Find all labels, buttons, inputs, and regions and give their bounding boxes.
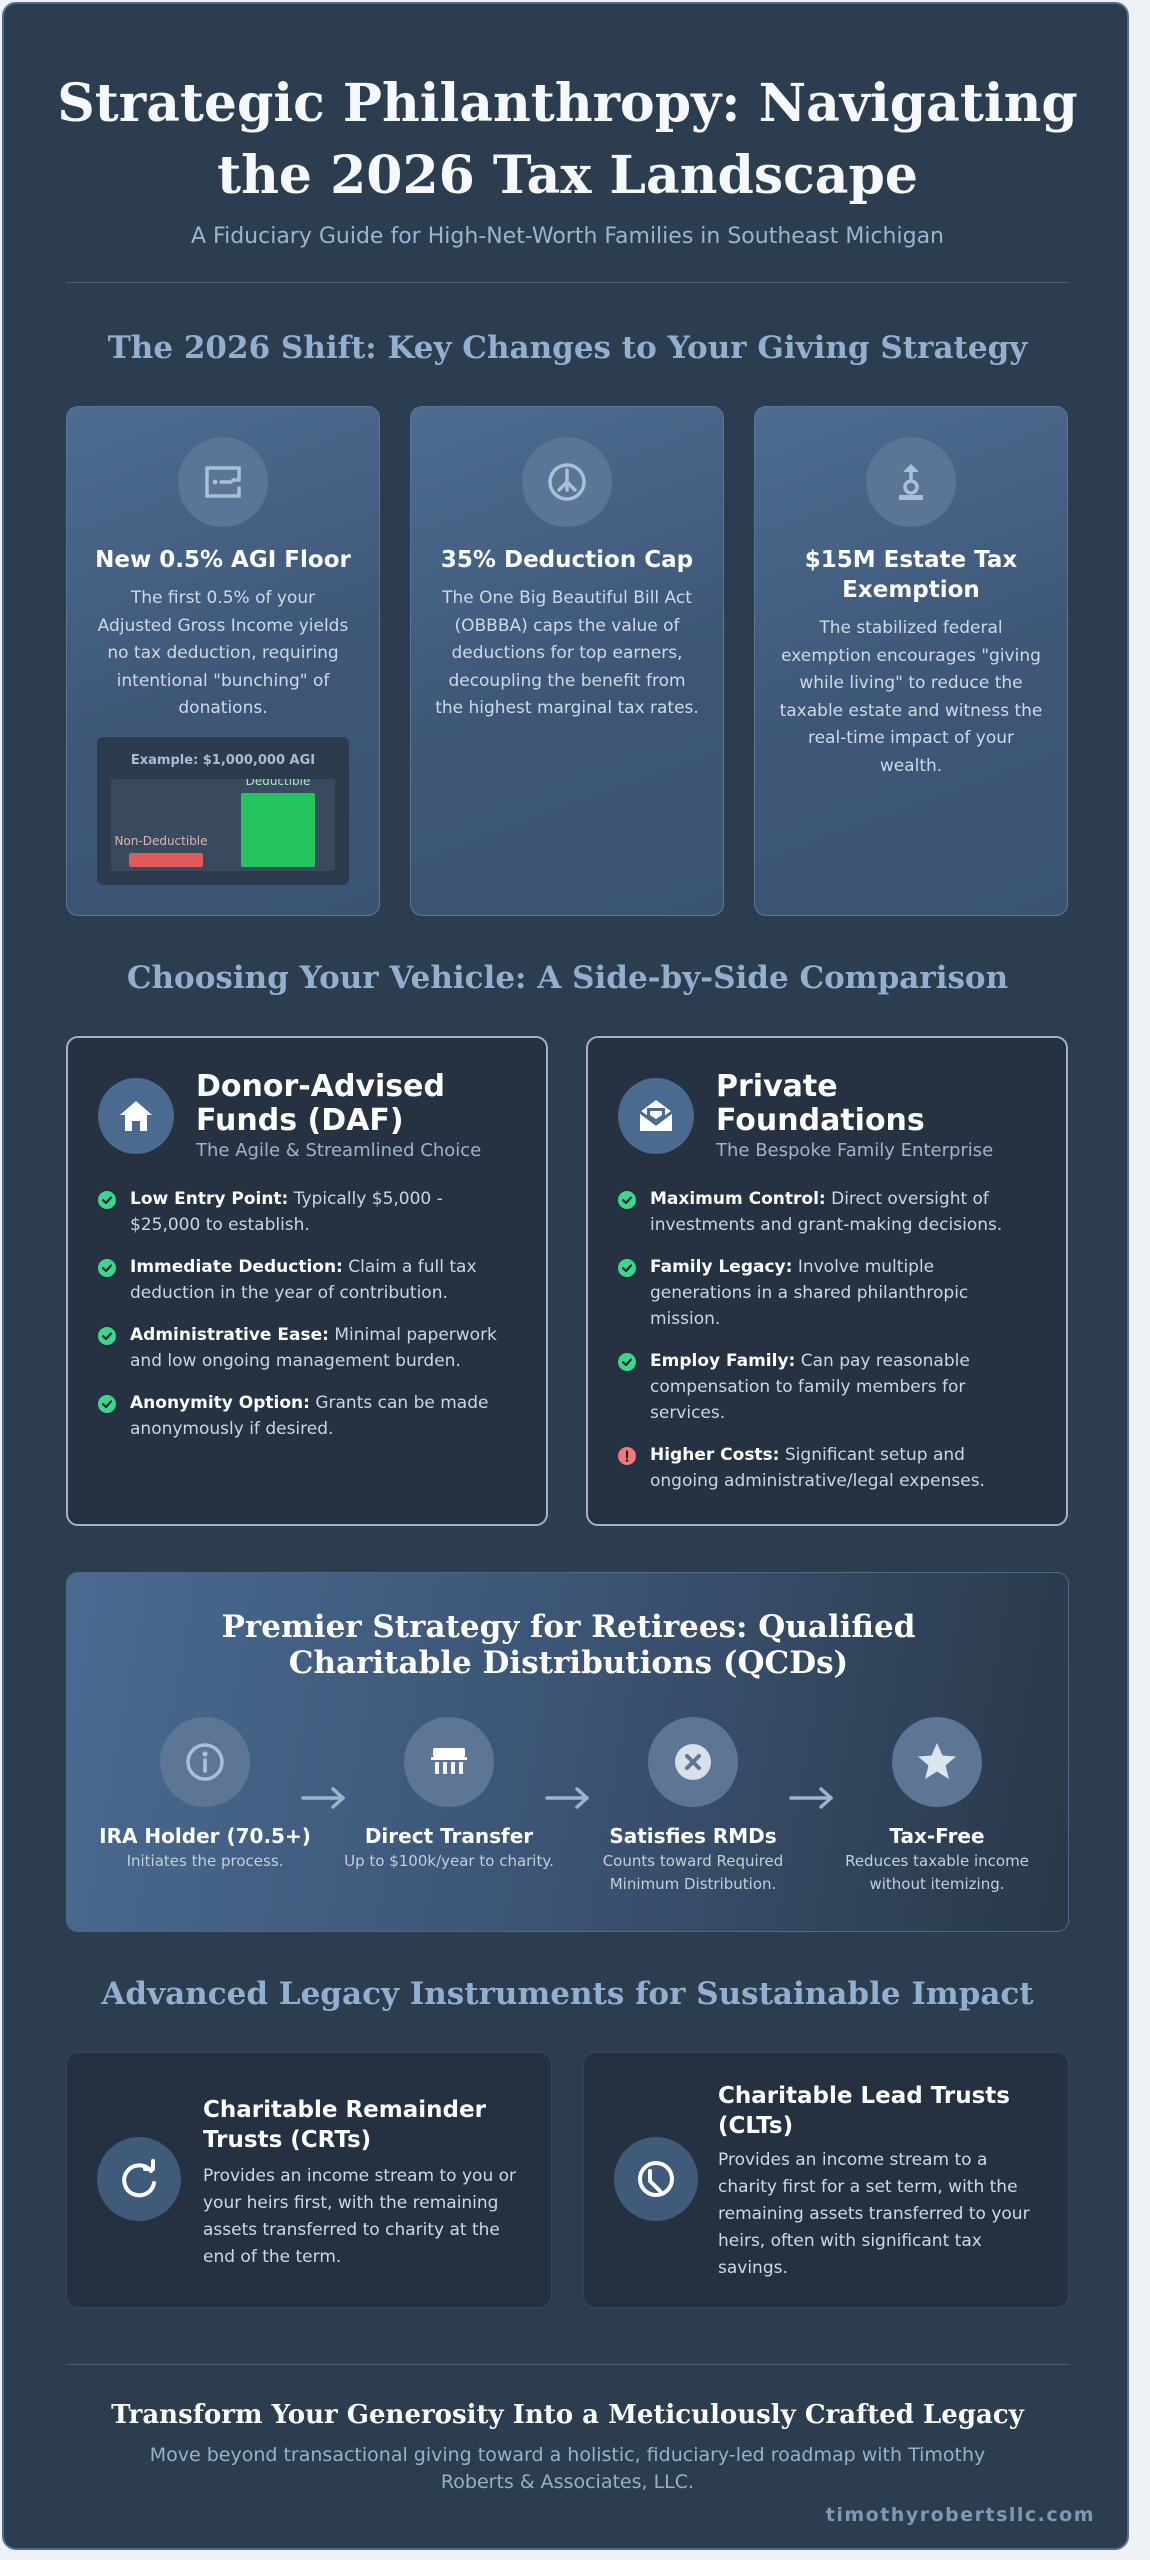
clt-title: Charitable Lead Trusts (CLTs) [718,2083,1010,2139]
card-title: 35% Deduction Cap [440,547,694,573]
foundation-feature-list [618,1186,1038,1510]
card-body: The One Big Beautiful Bill Act (OBBBA) caps the value of deductions for top earners, decoupling the benefit from the highest marginal tax rates. [435,588,699,718]
alert-circle-icon [618,1447,636,1465]
label-deductible: Deductible [245,779,311,788]
infographic-page [2,2,1129,2550]
feature-label: Anonymity Option: [130,1393,310,1413]
step-title: Tax-Free [889,1824,985,1848]
daf-feature-list [98,1186,518,1458]
footer-body: Move beyond transactional giving toward a holistic, fiduciary-led roadmap with Timothy Roberts & Associates, LLC. [149,2444,986,2493]
star-icon [892,1717,982,1807]
foundation-subtitle: The Bespoke Family Enterprise [716,1140,994,1161]
check-circle-icon [618,1353,636,1371]
page-subtitle: A Fiduciary Guide for High-Net-Worth Families in Southeast Michigan [191,224,944,249]
mini-chart-svg [111,779,335,871]
step-title: IRA Holder (70.5+) [99,1824,311,1848]
bar-deductible [241,793,315,867]
foundation-card [586,1036,1068,1526]
daf-card [66,1036,548,1526]
feature-label: Higher Costs: [650,1445,780,1465]
envelope-open-icon [618,1078,694,1154]
feature-label: Maximum Control: [650,1189,826,1209]
qcd-step-ira-holder [95,1717,315,1873]
step-description: Counts toward Required Minimum Distribution. [602,1852,784,1893]
mini-chart-title: Example: $1,000,000 AGI [130,753,316,768]
feature-text: Direct oversight of investments and grant-making decisions. [650,1189,1003,1235]
clt-body: Provides an income stream to a charity first for a set term, with the remaining assets transferred to your heirs, often with significant tax savings. [718,2150,1030,2278]
card-deduction-cap [410,406,724,916]
daf-subtitle: The Agile & Streamlined Choice [196,1140,482,1161]
step-description: Initiates the process. [126,1852,284,1870]
crt-title: Charitable Remainder Trusts (CRTs) [203,2097,486,2153]
crt-body: Provides an income stream to you or your heirs first, with the remaining assets transferred to charity at the end of the term. [203,2166,517,2267]
vehicles-section-title: Choosing Your Vehicle: A Side-by-Side Comparison [126,960,1009,996]
agi-mini-chart [97,737,349,885]
feature-label: Immediate Deduction: [130,1257,343,1277]
check-circle-icon [98,1191,116,1209]
feature-text: Involve multiple generations in a shared philanthropic mission. [650,1257,969,1329]
clt-card [583,2052,1069,2308]
feature-item [618,1442,1038,1494]
qcd-step-direct-transfer [339,1717,559,1873]
crt-card [66,2052,552,2308]
card-body: The first 0.5% of your Adjusted Gross Income yields no tax deduction, requiring intentional "bunching" of donations. [97,588,349,718]
qcd-step-tax-free [827,1717,1047,1896]
card-title: New 0.5% AGI Floor [95,547,351,573]
hourglass-icon [866,437,956,527]
legacy-section-title: Advanced Legacy Instruments for Sustainable Impact [101,1976,1034,2012]
step-title: Direct Transfer [364,1824,534,1848]
mini-chart-plot [111,779,335,871]
card-agi-floor [66,406,380,916]
card-body: The stabilized federal exemption encourages "giving while living" to reduce the taxable estate and witness the real-time impact of your wealth. [779,618,1043,776]
receipt-icon [178,437,268,527]
step-title: Satisfies RMDs [609,1824,777,1848]
feature-item [98,1390,518,1442]
website-link[interactable]: timothyrobertsllc.com [825,2504,1095,2526]
bar-non-deductible [129,853,203,867]
page-title: Strategic Philanthropy: Navigating the 2026 Tax Landscape [57,73,1078,206]
card-estate-exemption [754,406,1068,916]
refresh-icon [97,2137,181,2221]
gauge-icon [522,437,612,527]
feature-label: Administrative Ease: [130,1325,329,1345]
check-circle-icon [98,1395,116,1413]
feature-item [98,1322,518,1374]
label-non-deductible: Non-Deductible [114,834,208,848]
feature-text: Grants can be made anonymously if desired. [130,1393,489,1439]
feature-text: Significant setup and ongoing administrative/legal expenses. [650,1445,985,1491]
feature-label: Family Legacy: [650,1257,793,1277]
step-description: Reduces taxable income without itemizing. [845,1852,1029,1893]
feature-item [98,1254,518,1306]
foundation-title: Private Foundations [716,1069,925,1138]
header-divider [66,282,1069,283]
feature-text: Can pay reasonable compensation to family members for services. [650,1351,970,1423]
step-description: Up to $100k/year to charity. [344,1852,554,1870]
feature-label: Low Entry Point: [130,1189,289,1209]
feature-text: Claim a full tax deduction in the year of contribution. [130,1257,477,1303]
qcd-panel [66,1572,1069,1932]
footer-divider [66,2364,1069,2365]
footer-title: Transform Your Generosity Into a Meticulously Crafted Legacy [111,2400,1024,2430]
check-circle-icon [618,1191,636,1209]
feature-item [98,1186,518,1238]
daf-title: Donor-Advised Funds (DAF) [196,1069,445,1138]
check-badge-icon [648,1717,738,1807]
feature-text: Typically $5,000 - $25,000 to establish. [130,1189,443,1235]
feature-text: Minimal paperwork and low ongoing management burden. [130,1325,497,1371]
feature-item [618,1186,1038,1238]
check-circle-icon [618,1259,636,1277]
check-circle-icon [98,1327,116,1345]
bank-icon [404,1717,494,1807]
check-circle-icon [98,1259,116,1277]
info-icon [160,1717,250,1807]
feature-label: Employ Family: [650,1351,796,1371]
qcd-title: Premier Strategy for Retirees: Qualified Charitable Distributions (QCDs) [221,1609,916,1681]
qcd-step-satisfies-rmds [583,1717,803,1896]
feature-item [618,1348,1038,1426]
home-icon [98,1078,174,1154]
shift-section-title: The 2026 Shift: Key Changes to Your Giving Strategy [107,330,1028,366]
card-title: $15M Estate Tax Exemption [804,547,1018,603]
feature-item [618,1254,1038,1332]
history-icon [614,2137,698,2221]
